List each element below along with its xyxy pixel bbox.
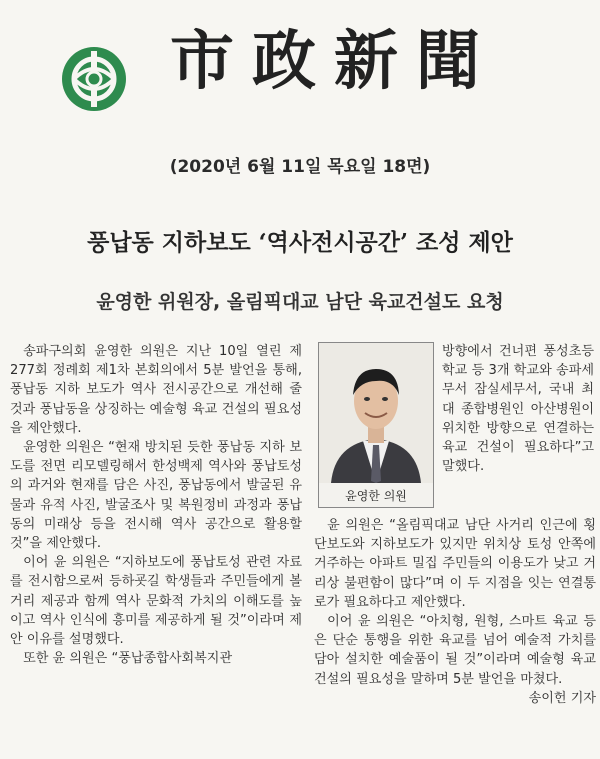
byline: 송이헌 기자 [528, 690, 596, 706]
article-paragraph: 윤영한 의원은 “현재 방치된 듯한 풍납동 지하 보도를 전면 리모델링해서 한성백제 역사와 풍납토성의 과거와 현재를 담은 사진, 풍납동에서 발굴된 유물과 유적 사진, 발굴조사 및 복원정비 과정과 풍납동의 미래상 등을 전시해 역사 공간으로 활용할 것”을 제안했다. [10, 440, 302, 552]
article-column-right-top [442, 342, 594, 476]
masthead [0, 0, 600, 150]
article-headline: 풍납동 지하보도 ‘역사전시공간’ 조성 제안 [87, 229, 513, 256]
issue-date: (2020년 6월 11일 목요일 18면) [169, 157, 431, 177]
photo-caption: 윤영한 의원 [345, 489, 407, 503]
reporter-photo [318, 342, 434, 508]
article-paragraph: 이어 윤 의원은 “아치형, 원형, 스마트 육교 등은 단순 통행을 위한 육교를 넘어 예술적 가치를 담아 설치한 예술품이 될 것”이라며 예술형 육교 건설의 필요성을 말하며 5분 발언을 마쳤다. [314, 614, 596, 687]
masthead-title: 市政新聞 [170, 24, 498, 99]
article-paragraph: 방향에서 건너편 풍성초등학교 등 3개 학교와 송파세무서 잠실세무서, 국내 최대 종합병원인 아산병원이 위치한 방향으로 연결하는 육교 건설이 필요하다”고 말했다. [442, 344, 594, 475]
article-column-right-bottom [314, 516, 596, 708]
article-paragraph: 이어 윤 의원은 “지하보도에 풍납토성 관련 자료를 전시함으로써 등하굣길 학생들과 주민들에게 볼거리 제공과 함께 역사 문화적 가치의 이해도를 높이고 역사 인식에 흥미를 제공하게 될 것”이라며 제안 이유를 설명했다. [10, 555, 302, 648]
seoul-city-emblem-icon [60, 45, 128, 113]
article-paragraph: 윤 의원은 “올림픽대교 남단 사거리 인근에 횡단보도와 지하보도가 있지만 위치상 토성 안쪽에 거주하는 아파트 밀집 주민들의 이용도가 낮고 거리상 불편함이 많다”며 이 두 지점을 잇는 연결통로가 필요하다고 제안했다. [314, 518, 596, 610]
article-subhead: 윤영한 위원장, 올림픽대교 남단 육교건설도 요청 [96, 291, 504, 313]
portrait-image [319, 343, 433, 483]
article-column-left [10, 342, 302, 668]
article-paragraph: 또한 윤 의원은 “풍납종합사회복지관 [23, 651, 233, 667]
article-paragraph: 송파구의회 윤영한 의원은 지난 10일 열린 제277회 정례회 제1차 본회의에서 5분 발언을 통해, 풍납동 지하 보도가 역사 전시공간으로 개선해 줄 것과 풍납동을 상징하는 예술형 육교 건설의 필요성을 제안했다. [10, 344, 302, 436]
